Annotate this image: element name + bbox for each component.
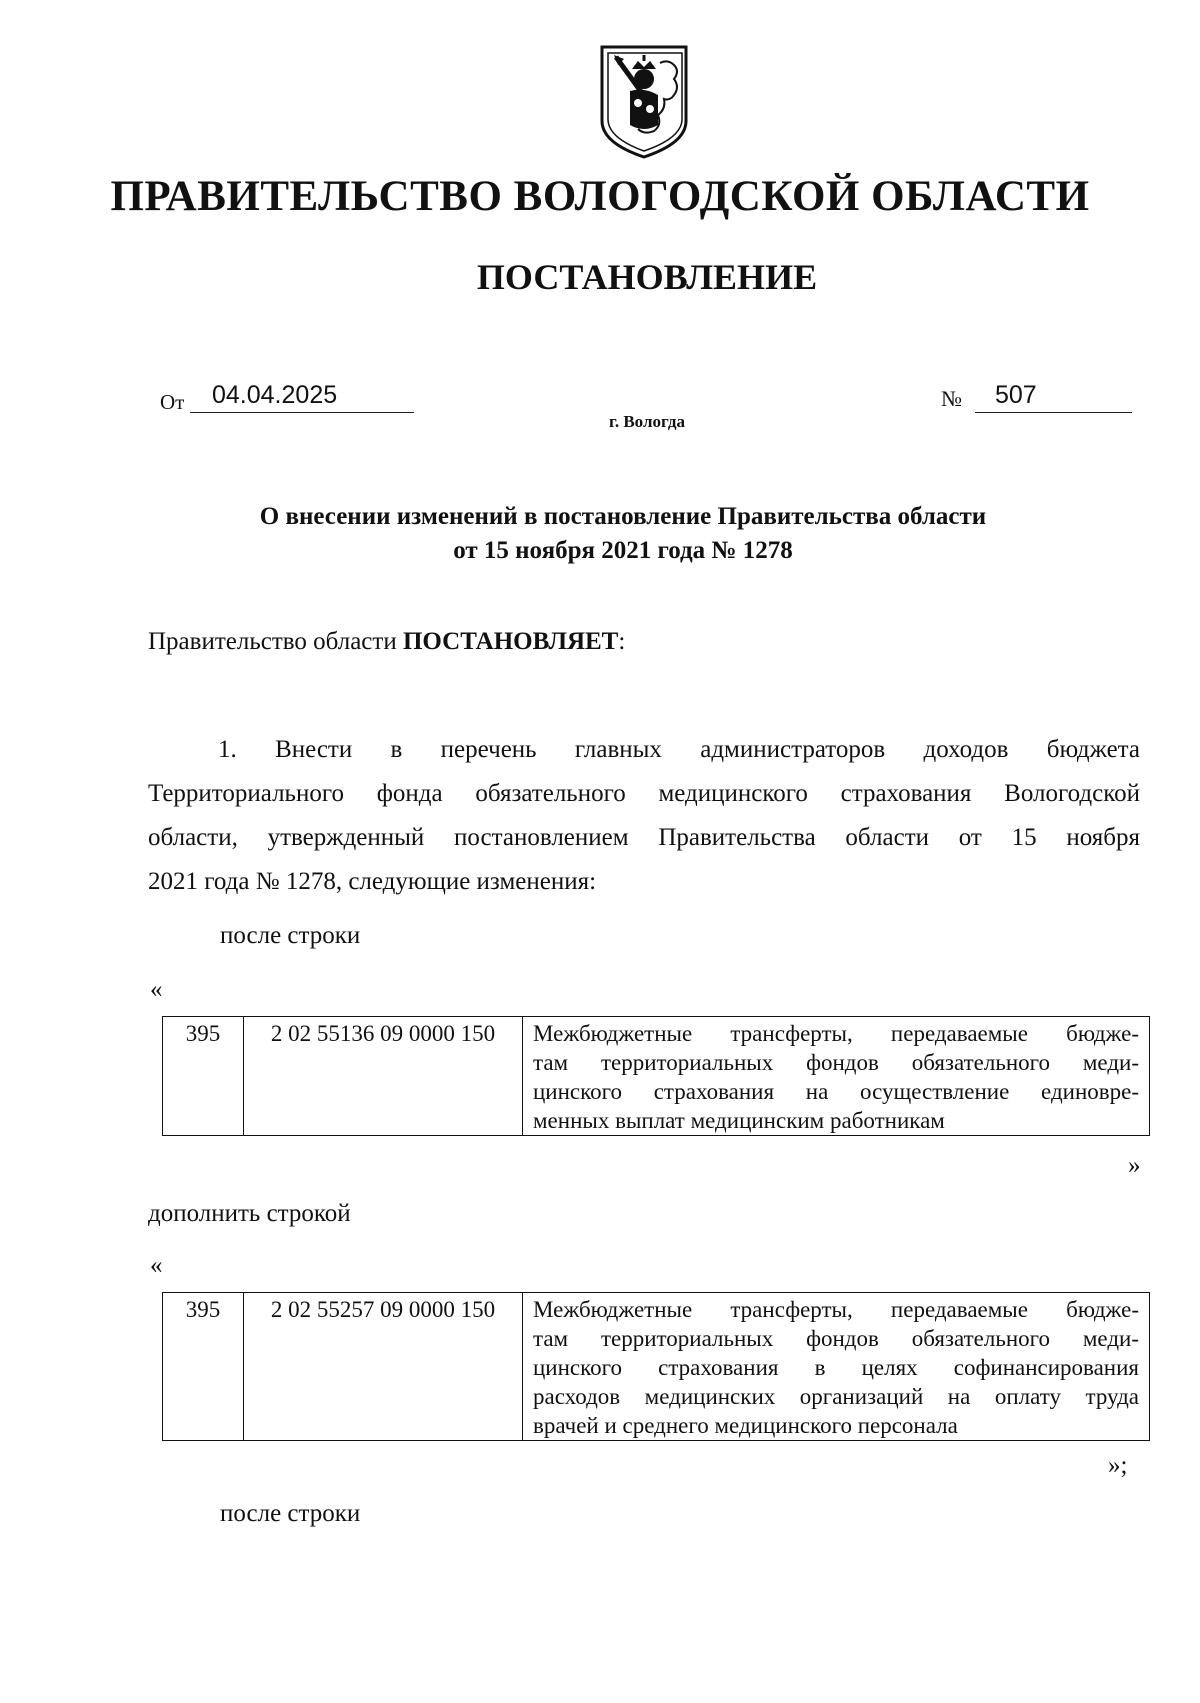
- document-type: ПОСТАНОВЛЕНИЕ: [476, 257, 818, 297]
- description-line: врачей и среднего медицинского персонала: [533, 1413, 958, 1438]
- quote-open-2: «: [150, 1252, 163, 1279]
- after-line-label-1: после строки: [220, 922, 361, 949]
- quote-open-1: «: [150, 976, 163, 1003]
- coat-of-arms-emblem: [598, 43, 690, 161]
- document-date: 04.04.2025: [190, 380, 414, 413]
- preamble: [148, 628, 625, 656]
- number-prefix: №: [941, 386, 962, 411]
- description-line: там территориальных фондов обязательного меди-: [533, 1326, 1139, 1351]
- quote-close-1: »: [1128, 1152, 1141, 1179]
- paragraph-1-line-3: области, утвержденный постановлением Правительства области от 15 ноября: [148, 824, 1140, 851]
- paragraph-1-line-2: Территориального фонда обязательного медицинского страхования Вологодской: [148, 780, 1140, 807]
- document-number: 507: [975, 380, 1132, 413]
- preamble-keyword: ПОСТАНОВЛЯЕТ: [402, 628, 619, 655]
- admin-code-cell: 395: [163, 1017, 244, 1136]
- subject-line-1: О внесении изменений в постановление Правительства области: [259, 503, 987, 530]
- description-line: цинского страхования на осуществление единовре-: [533, 1079, 1139, 1104]
- quote-close-2: »;: [1108, 1452, 1128, 1479]
- budget-line-table-1: [162, 1016, 1150, 1136]
- description-line: цинского страхования в целях софинансирования: [533, 1355, 1139, 1380]
- description-line: Межбюджетные трансферты, передаваемые бюдже-: [533, 1297, 1139, 1322]
- table-row: [163, 1017, 1150, 1136]
- budget-line-table-2: [162, 1292, 1150, 1441]
- paragraph-1-line-1: 1. Внести в перечень главных администраторов доходов бюджета: [218, 736, 1140, 763]
- preamble-text: Правительство области: [148, 628, 403, 655]
- description-cell: [523, 1293, 1150, 1441]
- subject-line-2: от 15 ноября 2021 года № 1278: [453, 537, 793, 564]
- paragraph-1: [148, 728, 1140, 904]
- after-line-label-2: после строки: [220, 1500, 361, 1527]
- organization-title: ПРАВИТЕЛЬСТВО ВОЛОГОДСКОЙ ОБЛАСТИ: [110, 173, 1090, 220]
- preamble-suffix: :: [618, 628, 626, 655]
- table-row: [163, 1293, 1150, 1441]
- date-prefix: От: [160, 390, 185, 414]
- kbk-code-cell: 2 02 55136 09 0000 150: [244, 1017, 523, 1136]
- city-name: г. Вологда: [609, 412, 685, 431]
- description-line: там территориальных фондов обязательного меди-: [533, 1050, 1139, 1075]
- kbk-code-cell: 2 02 55257 09 0000 150: [244, 1293, 523, 1441]
- vologda-coat-of-arms-icon: [598, 43, 690, 161]
- description-cell: [523, 1017, 1150, 1136]
- paragraph-1-line-4: 2021 года № 1278, следующие изменения:: [148, 868, 597, 895]
- document-subject: [0, 500, 1200, 568]
- description-line: расходов медицинских организаций на оплату труда: [533, 1384, 1139, 1409]
- description-line: менных выплат медицинским работникам: [533, 1108, 945, 1133]
- supplement-label: дополнить строкой: [148, 1200, 351, 1227]
- admin-code-cell: 395: [163, 1293, 244, 1441]
- description-line: Межбюджетные трансферты, передаваемые бюдже-: [533, 1021, 1139, 1046]
